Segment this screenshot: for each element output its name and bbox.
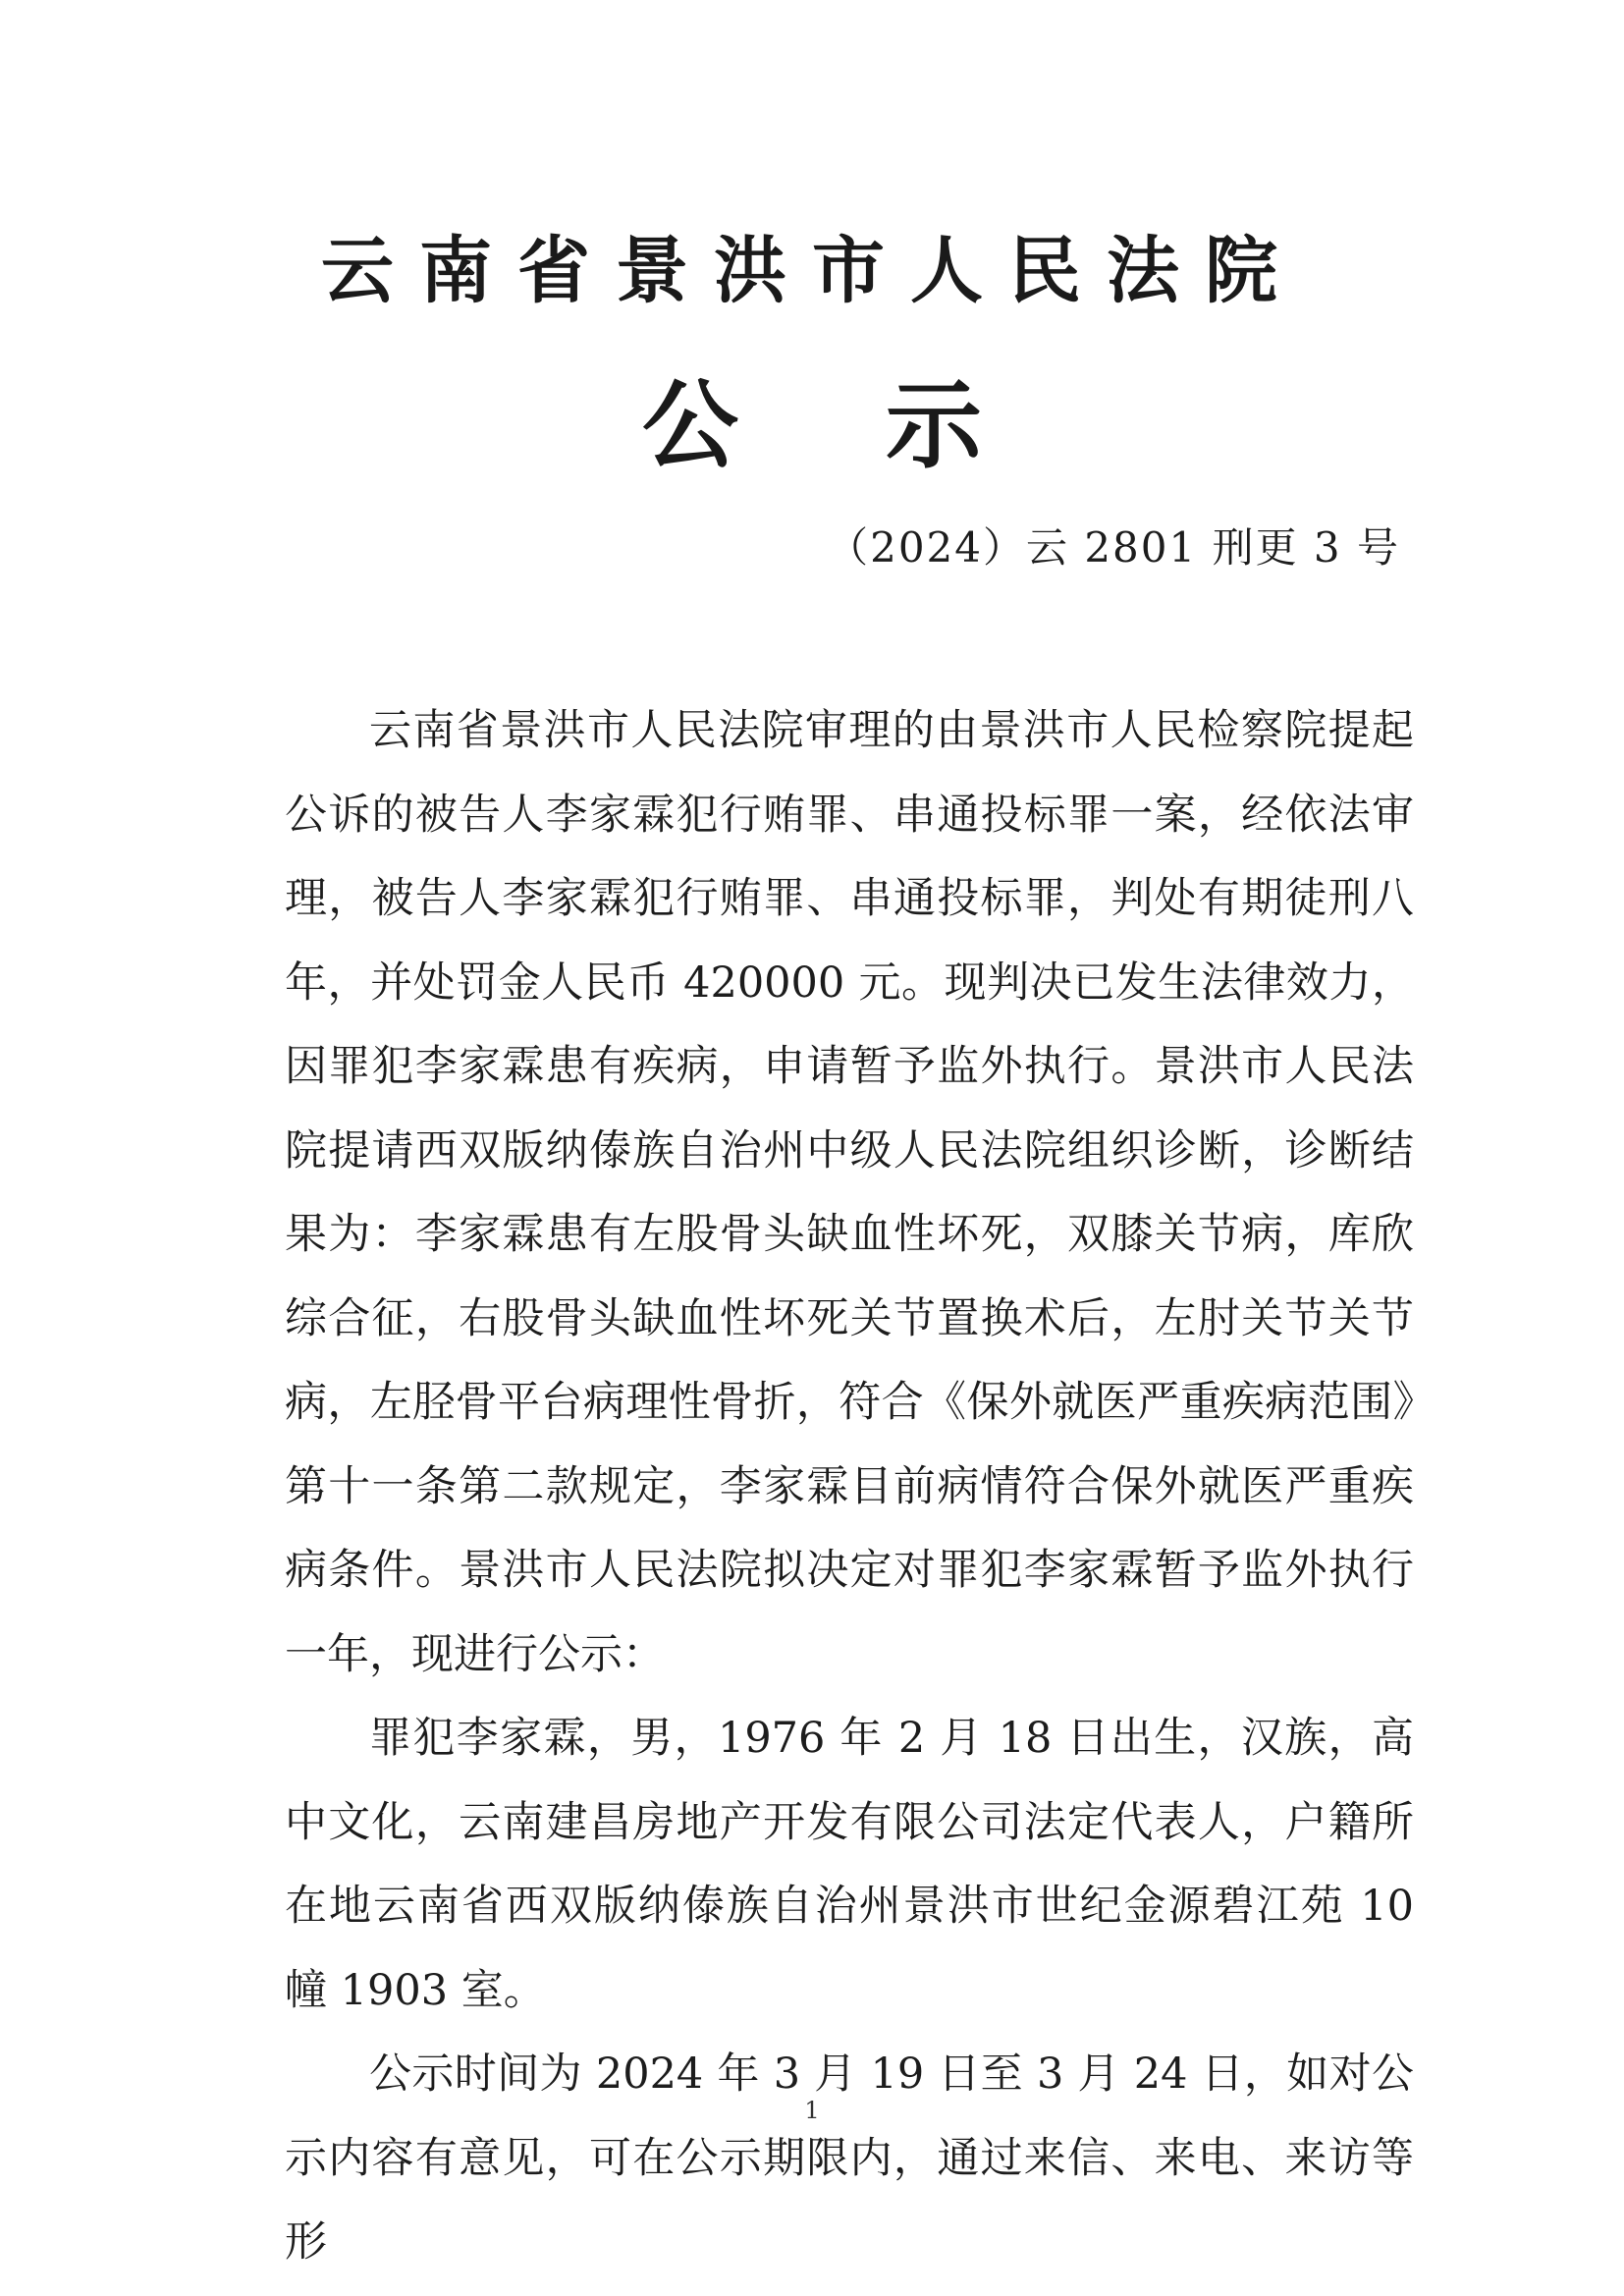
notice-paragraph-case-summary: 云南省景洪市人民法院审理的由景洪市人民检察院提起公诉的被告人李家霖犯行贿罪、串通投标罪一案，经依法审理，被告人李家霖犯行贿罪、串通投标罪，判处有期徒刑八年，并处罚金人民币 420000 元。现判决已发生法律效力，因罪犯李家霖患有疾病，申请暂予监外执行。景洪市人民法院提请西双版纳傣族自治州中级人民法院组织诊断，诊断结果为：李家霖患有左股骨头缺血性坏死，双膝关节病，库欣综合征，右股骨头缺血性坏死关节置换术后，左肘关节关节病，左胫骨平台病理性骨折，符合《保外就医严重疾病范围》第十一条第二款规定，李家霖目前病情符合保外就医严重疾病条件。景洪市人民法院拟决定对罪犯李家霖暂予监外执行一年，现进行公示： — [285, 706, 1414, 1679]
court-name-heading: 云南省景洪市人民法院 — [321, 229, 1303, 313]
notice-paragraph-publicity-period: 公示时间为 2024 年 3 月 19 日至 3 月 24 日，如对公示内容有意见，可在公示期限内，通过来信、来电、来访等形 — [285, 2050, 1414, 2267]
case-number: （2024）云 2801 刑更 3 号 — [827, 523, 1400, 572]
notice-paragraph-convict-info: 罪犯李家霖，男，1976 年 2 月 18 日出生，汉族，高中文化，云南建昌房地产开发有限公司法定代表人，户籍所在地云南省西双版纳傣族自治州景洪市世纪金源碧江苑 10 幢 1903 室。 — [285, 1714, 1414, 2015]
document-title: 公示 — [641, 369, 1129, 482]
notice-body — [285, 689, 1414, 2285]
page-number: 1 — [804, 2097, 820, 2124]
